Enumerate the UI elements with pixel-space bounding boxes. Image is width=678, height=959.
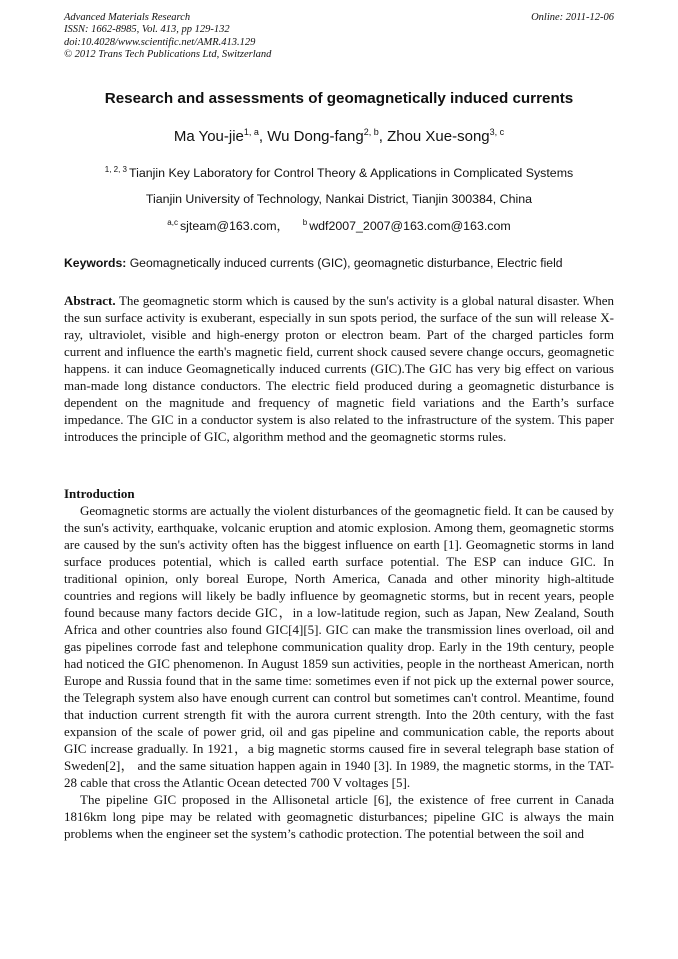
introduction-body: [64, 502, 614, 842]
abstract-label: Abstract.: [64, 293, 116, 308]
keywords-text: Geomagnetically induced currents (GIC), geomagnetic disturbance, Electric field: [129, 256, 563, 270]
paragraph: Geomagnetic storms are actually the violent disturbances of the geomagnetic field. It can be caused by the sun's activity, earthquake, volcanic eruption and atomic explosion. Among them, geomagnetic storms are caused by the sun's activity often has the biggest influence on earth [1]. Geomagnetic storms in land surface produces potential, which is called earth surface potential. The ESP can induce GIC. In traditional opinion, only boreal Europe, North America, Canada and other minority high-altitude countries and regions will likely be badly influence by geomagnetic storms, but in recent years, people found because many factors decide GIC，in a low-latitude region, such as Japan, New Zealand, South Africa and other countries also found GIC[4][5]. GIC can make the transmission lines overload, oil and gas pipelines corrode fast and telephone communication quality drop. Early in the 19th century, people had noticed the GIC phenomenon. In August 1859 sun activities, people in the northeast American, north Europe and Russia found that in the same time: sometimes even if not pick up the external power source, the Telegraph system also have enough current can control but sometimes can't control. Meantime, found that induction current strength fit with the aurora current strength. Into the 20th century, with the fast expansion of the scale of power grid, oil and gas pipeline and communication cable, the reports about GIC increase gradually. In 1921，a big magnetic storms caused fire in several telegraph base station of Sweden[2]， and the same situation happen again in 1940 [3]. In 1989, the magnetic storms, in the TAT-28 cable that cross the Atlantic Ocean detected 700 V voltages [5].: [64, 503, 614, 790]
journal-doi[interactable]: doi:10.4028/www.scientific.net/AMR.413.129: [64, 36, 256, 48]
author-superscript: 2, b: [363, 127, 379, 137]
abstract: [64, 292, 614, 445]
online-date: Online: 2011-12-06: [531, 12, 614, 23]
author-name: Ma You-jie: [173, 128, 244, 145]
paper-title: Research and assessments of geomagnetically induced currents: [104, 90, 574, 107]
abstract-text: The geomagnetic storm which is caused by the sun's activity is a global natural disaster. When the sun surface activity is exuberant, especially in sun spots period, the surface of the sun will release X-ray, ultraviolet, visible and high-energy proton or electron beam. Part of the charged particles form current and influence the earth's magnetic field, current shock caused severe change occurs, geomagnetic happens. it can induce Geomagnetically induced currents (GIC).The GIC has very big effect on various man-made long distance conductors. The electric field produced during a geomagnetic disturbance is dependent on the magnitude and frequency of magnetic field variations and the Earth’s surface impedance. The GIC in a conductor system is also related to the infrastructure of the system. This paper introduces the principle of GIC, algorithm method and the geomagnetic storms rules.: [64, 293, 614, 444]
email-superscript: a,c: [167, 218, 178, 227]
journal-header: [64, 12, 271, 61]
affiliation-lab-text: Tianjin Key Laboratory for Control Theory & Applications in Complicated Systems: [129, 166, 574, 180]
journal-issn: ISSN: 1662-8985, Vol. 413, pp 129-132: [64, 24, 230, 36]
keywords: [64, 256, 624, 270]
affiliation-superscript: 1, 2, 3: [104, 165, 128, 174]
paragraph: The pipeline GIC proposed in the Allisonetal article [6], the existence of free current in Canada 1816km long pipe may be related with geomagnetic disturbances; pipeline GIC is always the main problems when the engineer set the system’s cathodic protection. The potential between the soil and: [64, 792, 614, 841]
email-superscript: b: [302, 218, 308, 227]
affiliation-lab: [0, 166, 678, 180]
journal-name: Advanced Materials Research: [64, 12, 191, 23]
email-link[interactable]: wdf2007_2007@163.com@163.com: [309, 219, 511, 233]
section-heading-introduction: Introduction: [64, 486, 135, 501]
affiliation-university: Tianjin University of Technology, Nankai District, Tianjin 300384, China: [145, 192, 533, 206]
email-link[interactable]: sjteam@163.com，: [179, 219, 289, 233]
author-name: Zhou Xue-song: [387, 128, 490, 145]
author-list: Ma You-jie$^{1, a}$, Wu Dong-fang$^{2, b}$, Zhou Xue-song$^{3, c}$: [173, 127, 505, 145]
author-superscript: 3, c: [489, 127, 505, 137]
author-emails: [0, 216, 678, 234]
keywords-label: Keywords:: [64, 256, 127, 270]
author-superscript: 1, a: [243, 127, 259, 137]
author-name: Wu Dong-fang: [267, 128, 364, 145]
journal-copyright: © 2012 Trans Tech Publications Ltd, Switzerland: [64, 48, 272, 60]
